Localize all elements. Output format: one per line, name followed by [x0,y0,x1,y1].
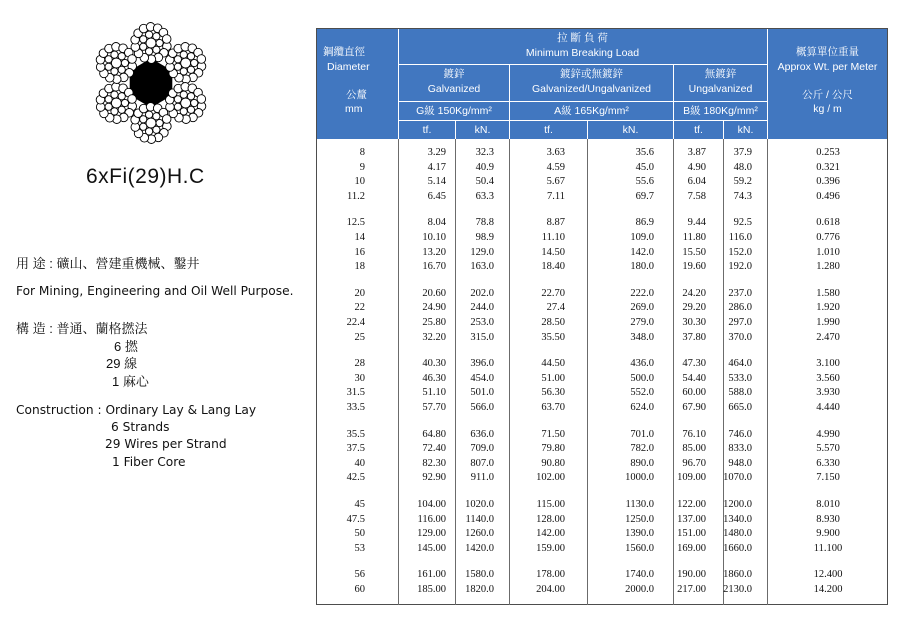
table-cell-b-tf: 30.30 [682,317,706,328]
table-cell-b-tf: 96.70 [682,457,706,469]
table-cell-weight: 0.618 [816,217,840,229]
strand-inner-wire [118,66,125,73]
table-cell-g-tf: 104.00 [417,499,446,510]
weight-unit-cn: 公斤 / 公尺 [802,89,853,101]
table-cell-g-kn: 244.0 [470,302,494,314]
table-cell-diameter: 16 [354,246,365,258]
table-cell-b-tf: 29.20 [682,302,706,314]
table-cell-a-kn: 782.0 [630,443,654,455]
table-cell-b-kn: 948.0 [728,457,752,469]
table-cell-g-kn: 636.0 [470,428,494,440]
construction-english-strands: 6 Strands [111,420,170,434]
table-cell-g-tf: 25.80 [422,317,446,328]
table-cell-weight: 5.570 [816,443,840,455]
strand-inner-wire [156,39,163,46]
table-cell-a-tf: 8.87 [546,217,565,229]
table-cell-g-kn: 1020.0 [465,499,494,510]
table-cell-b-tf: 9.44 [687,217,706,229]
table-cell-diameter: 11.2 [347,190,365,202]
strand-inner-wire [153,46,160,53]
table-cell-weight: 0.776 [816,232,840,243]
table-cell-g-tf: 5.14 [427,176,446,188]
table-cell-a-kn: 552.0 [630,387,654,399]
strand-outer-wire [128,55,137,64]
table-cell-diameter: 53 [354,542,365,554]
table-cell-weight: 9.900 [816,528,840,540]
table-cell-b-kn: 286.0 [728,302,752,314]
table-cell-b-kn: 370.0 [728,331,752,343]
table-cell-diameter: 14 [354,232,365,243]
grade-g-header: G級 150Kg/mm² [416,105,492,117]
strand-inner-wire [191,99,198,106]
table-cell-weight: 1.580 [816,287,840,299]
table-cell-a-tf: 5.67 [546,176,565,188]
table-cell-weight: 11.100 [813,542,843,554]
table-cell-b-tf: 47.30 [682,358,706,370]
breaking-load-header-en: Minimum Breaking Load [525,47,640,59]
grade-b-header: B級 180Kg/mm² [683,105,758,117]
fiber-core-center [133,65,169,101]
table-cell-g-kn: 566.0 [470,402,494,413]
table-cell-g-tf: 51.10 [422,387,446,399]
construction-chinese-wires: 29 線 [106,356,138,371]
table-cell-b-kn: 152.0 [728,246,752,258]
table-cell-b-kn: 74.3 [733,190,752,202]
table-cell-a-tf: 142.00 [536,528,565,540]
table-cell-b-kn: 1200.0 [723,499,752,510]
table-cell-diameter: 47.5 [346,513,365,525]
table-cell-a-tf: 18.40 [541,261,565,273]
table-cell-a-kn: 2000.0 [625,584,654,595]
table-cell-a-kn: 109.0 [630,232,654,243]
table-cell-g-tf: 16.70 [422,261,446,273]
table-cell-a-tf: 79.80 [541,443,565,455]
table-cell-weight: 8.010 [816,499,840,510]
table-cell-a-tf: 115.00 [536,499,565,510]
table-cell-weight: 3.100 [816,358,840,370]
table-cell-a-tf: 56.30 [541,387,565,399]
table-cell-b-kn: 533.0 [728,372,752,384]
table-cell-diameter: 33.5 [346,402,365,413]
strand-outer-wire [197,95,206,104]
table-cell-diameter: 37.5 [346,443,365,455]
table-cell-diameter: 56 [354,569,365,581]
table-cell-weight: 3.930 [816,387,840,399]
strand-outer-wire [162,115,171,124]
table-cell-g-tf: 185.00 [417,584,446,595]
table-cell-b-kn: 48.0 [733,161,752,173]
table-cell-g-kn: 1820.0 [465,584,494,595]
table-cell-a-kn: 624.0 [630,402,654,413]
table-cell-diameter: 35.5 [346,428,365,440]
table-cell-weight: 7.150 [816,472,840,484]
table-cell-b-kn: 192.0 [728,261,752,273]
table-cell-g-kn: 501.0 [470,387,494,399]
table-cell-b-kn: 746.0 [728,428,752,440]
galvanized-header-en: Galvanized [427,83,481,95]
unit-kn-b: kN. [737,124,754,136]
table-cell-g-kn: 32.3 [475,147,494,158]
table-cell-a-tf: 7.11 [547,190,565,202]
table-cell-b-tf: 19.60 [682,261,706,273]
table-cell-a-kn: 55.6 [635,176,654,188]
table-cell-g-tf: 32.20 [422,331,446,343]
strand-outer-wire [197,55,206,64]
table-cell-b-tf: 60.00 [682,387,706,399]
table-cell-g-tf: 4.17 [427,161,446,173]
table-cell-b-kn: 116.0 [728,232,752,243]
table-cell-a-tf: 178.00 [536,569,565,581]
purpose-english: For Mining, Engineering and Oil Well Purpose. [16,284,294,298]
table-cell-a-tf: 51.00 [541,372,565,384]
table-cell-g-kn: 454.0 [470,372,494,384]
diameter-unit-cn: 公釐 [346,89,367,101]
table-cell-b-tf: 15.50 [682,246,706,258]
table-cell-b-kn: 1660.0 [723,542,752,554]
table-cell-diameter: 60 [354,584,365,595]
table-cell-g-kn: 253.0 [470,317,494,328]
table-cell-weight: 0.253 [816,147,840,158]
table-cell-a-kn: 69.7 [635,190,654,202]
unit-tf-g: tf. [422,124,432,136]
construction-english: Construction : Ordinary Lay & Lang Lay [16,403,257,417]
table-cell-a-tf: 27.4 [546,302,565,314]
table-cell-b-tf: 85.00 [682,443,706,455]
strand-inner-wire [121,59,128,66]
table-cell-g-kn: 40.9 [475,161,494,173]
table-cell-weight: 8.930 [816,513,840,525]
table-cell-a-tf: 63.70 [541,402,565,413]
table-cell-g-tf: 64.80 [422,428,446,440]
table-cell-g-kn: 63.3 [475,190,494,202]
strand-outer-wire [128,95,137,104]
weight-header-en: Approx Wt. per Meter [777,61,878,73]
table-cell-a-kn: 436.0 [630,358,654,370]
table-cell-weight: 4.990 [816,428,840,440]
table-cell-diameter: 12.5 [346,217,365,229]
strand-inner-wire [118,106,125,113]
table-cell-b-kn: 1340.0 [723,513,752,525]
unit-tf-a: tf. [544,124,553,136]
construction-chinese-strands: 6 撚 [114,339,138,354]
table-cell-diameter: 10 [354,176,365,188]
table-cell-weight: 1.920 [816,302,840,314]
table-cell-b-kn: 1480.0 [723,528,752,540]
construction-chinese-core: 1 麻心 [112,374,149,389]
construction-english-wires: 29 Wires per Strand [105,437,227,451]
table-cell-diameter: 31.5 [346,387,365,399]
table-cell-b-tf: 217.00 [677,584,706,595]
table-cell-diameter: 22 [354,302,365,314]
table-cell-a-tf: 4.59 [546,161,565,173]
table-cell-g-kn: 78.8 [475,217,494,229]
grade-a-header: A級 165Kg/mm² [554,105,629,117]
usage-chinese: 用 途 : 礦山、營建重機械、鑿井 [16,256,200,271]
product-title: 6xFi(29)H.C [86,165,205,188]
table-cell-a-kn: 1740.0 [625,569,654,581]
strand-outer-wire [162,35,171,44]
table-cell-b-tf: 109.00 [677,472,706,484]
table-cell-b-kn: 665.0 [728,402,752,413]
table-cell-a-kn: 35.6 [635,147,654,158]
table-cell-b-tf: 169.00 [677,542,706,554]
table-cell-g-tf: 3.29 [427,147,446,158]
table-cell-a-tf: 71.50 [541,428,565,440]
table-cell-weight: 2.470 [816,331,840,343]
table-cell-b-kn: 1070.0 [723,472,752,484]
construction-chinese: 構 造 : 普通、蘭格撚法 [16,321,148,336]
table-cell-a-tf: 44.50 [541,358,565,370]
breaking-load-header-cn: 拉 斷 負 荷 [557,32,608,44]
table-cell-a-kn: 1390.0 [625,528,654,540]
table-cell-g-tf: 8.04 [427,217,446,229]
table-cell-g-tf: 57.70 [422,402,446,413]
table-cell-g-kn: 1140.0 [465,513,494,525]
table-cell-g-tf: 10.10 [422,232,446,243]
table-cell-g-kn: 315.0 [470,331,494,343]
table-cell-a-tf: 14.50 [541,246,565,258]
table-cell-g-kn: 396.0 [470,358,494,370]
table-cell-g-tf: 116.00 [417,513,446,525]
strand-inner-wire [187,106,194,113]
table-cell-weight: 6.330 [816,457,840,469]
table-cell-g-kn: 911.0 [470,472,494,484]
table-cell-g-kn: 807.0 [470,457,494,469]
table-cell-a-kn: 1250.0 [625,513,654,525]
table-cell-a-kn: 1130.0 [625,499,654,510]
table-cell-g-kn: 50.4 [475,176,494,188]
table-cell-g-kn: 1420.0 [465,542,494,554]
construction-english-core: 1 Fiber Core [112,455,186,469]
strand-inner-wire [191,59,198,66]
unit-kn-a: kN. [622,124,639,136]
table-cell-g-tf: 82.30 [422,457,446,469]
table-cell-b-kn: 237.0 [728,287,752,299]
table-cell-b-kn: 464.0 [728,358,752,370]
table-cell-weight: 0.321 [816,161,840,173]
table-cell-diameter: 40 [354,457,365,469]
table-cell-b-tf: 76.10 [682,428,706,440]
table-cell-weight: 14.200 [813,584,843,595]
table-cell-diameter: 45 [354,499,365,510]
table-cell-a-tf: 159.00 [536,542,565,554]
table-cell-g-tf: 46.30 [422,372,446,384]
table-cell-g-tf: 13.20 [422,246,446,258]
table-cell-a-kn: 279.0 [630,317,654,328]
table-cell-g-tf: 145.00 [417,542,446,554]
table-cell-g-tf: 129.00 [417,528,446,540]
ungalvanized-header-cn: 無鍍鋅 [704,68,737,80]
mixed-header-cn: 鍍鋅或無鍍鋅 [560,68,623,80]
table-cell-b-tf: 67.90 [682,402,706,413]
weight-header-cn: 概算單位重量 [796,46,859,58]
table-cell-b-kn: 92.5 [733,217,752,229]
table-cell-b-kn: 2130.0 [723,584,752,595]
table-cell-a-tf: 204.00 [536,584,565,595]
table-cell-a-tf: 22.70 [541,287,565,299]
table-cell-weight: 0.396 [816,176,840,188]
table-cell-b-tf: 4.90 [687,161,706,173]
table-cell-b-kn: 833.0 [728,443,752,455]
table-cell-weight: 0.496 [816,190,840,202]
table-cell-diameter: 50 [354,528,365,540]
diameter-unit-en: mm [345,103,363,115]
table-cell-a-tf: 3.63 [546,147,565,158]
table-cell-a-kn: 1000.0 [625,472,654,484]
table-cell-g-kn: 1580.0 [465,569,494,581]
table-cell-a-kn: 45.0 [635,161,654,173]
weight-unit-en: kg / m [813,103,842,115]
table-cell-g-kn: 98.9 [475,232,494,243]
table-cell-b-tf: 24.20 [682,287,706,299]
table-cell-a-tf: 28.50 [541,317,565,328]
table-cell-diameter: 9 [359,161,365,173]
table-header [317,29,887,139]
table-cell-g-tf: 92.90 [422,472,446,484]
strand-inner-wire [121,99,128,106]
unit-kn-g: kN. [474,124,491,136]
table-cell-b-tf: 6.04 [687,176,706,188]
table-cell-diameter: 42.5 [346,472,365,484]
diameter-header-cn: 鋼纜直徑 [323,46,365,58]
table-cell-g-kn: 129.0 [470,246,494,258]
table-cell-a-kn: 890.0 [630,457,654,469]
table-cell-g-kn: 163.0 [470,261,494,273]
table-cell-weight: 4.440 [816,402,840,413]
table-cell-g-kn: 709.0 [470,443,494,455]
table-cell-b-tf: 137.00 [677,513,706,525]
table-cell-a-kn: 269.0 [630,302,654,314]
table-cell-a-tf: 102.00 [536,472,565,484]
table-cell-b-kn: 297.0 [728,317,752,328]
table-cell-b-tf: 7.58 [687,190,706,202]
table-cell-b-tf: 37.80 [682,331,706,343]
table-cell-b-tf: 151.00 [677,528,706,540]
table-cell-a-kn: 222.0 [630,287,654,299]
ungalvanized-header-en: Ungalvanized [688,83,753,95]
table-cell-weight: 3.560 [816,372,840,384]
table-cell-a-tf: 90.80 [541,457,565,469]
strand-inner-wire [187,66,194,73]
table-cell-weight: 12.400 [813,569,843,581]
table-cell-g-kn: 202.0 [470,287,494,299]
table-cell-g-tf: 6.45 [427,190,446,202]
wire-rope-cross-section-figure [88,20,214,146]
table-cell-a-kn: 701.0 [630,428,654,440]
table-cell-g-tf: 20.60 [422,287,446,299]
table-cell-diameter: 20 [354,287,365,299]
breaking-load-table [316,28,888,605]
strand-inner-wire [153,126,160,133]
unit-tf-b: tf. [694,124,703,136]
table-cell-g-tf: 24.90 [422,302,446,314]
table-cell-diameter: 22.4 [346,317,365,328]
table-cell-diameter: 25 [354,331,365,343]
table-cell-g-tf: 72.40 [422,443,446,455]
table-cell-b-tf: 11.80 [682,232,706,243]
galvanized-header-cn: 鍍鋅 [443,68,465,80]
table-cell-a-kn: 86.9 [635,217,654,229]
table-cell-weight: 1.280 [816,261,840,273]
table-cell-b-tf: 190.00 [677,569,706,581]
table-cell-b-tf: 54.40 [682,372,706,384]
table-cell-a-tf: 11.10 [541,232,565,243]
table-cell-b-kn: 1860.0 [723,569,752,581]
table-cell-a-kn: 180.0 [630,261,654,273]
table-cell-a-tf: 128.00 [536,513,565,525]
table-cell-diameter: 30 [354,372,365,384]
table-cell-a-kn: 348.0 [630,331,654,343]
table-cell-b-tf: 3.87 [687,147,706,158]
table-cell-b-tf: 122.00 [677,499,706,510]
table-cell-diameter: 18 [354,261,365,273]
table-cell-g-tf: 161.00 [417,569,446,581]
table-cell-b-kn: 588.0 [728,387,752,399]
table-cell-g-tf: 40.30 [422,358,446,370]
diameter-header-en: Diameter [327,61,370,73]
table-cell-a-tf: 35.50 [541,331,565,343]
table-cell-g-kn: 1260.0 [465,528,494,540]
table-cell-diameter: 28 [354,358,365,370]
strand-inner-wire [156,119,163,126]
mixed-header-en: Galvanized/Ungalvanized [531,83,652,95]
table-cell-b-kn: 37.9 [733,147,752,158]
table-cell-b-kn: 59.2 [733,176,752,188]
table-cell-weight: 1.990 [816,317,840,328]
table-cell-a-kn: 500.0 [630,372,654,384]
table-cell-diameter: 8 [359,147,365,158]
table-cell-weight: 1.010 [816,246,840,258]
table-cell-a-kn: 142.0 [630,246,654,258]
table-cell-a-kn: 1560.0 [625,542,654,554]
